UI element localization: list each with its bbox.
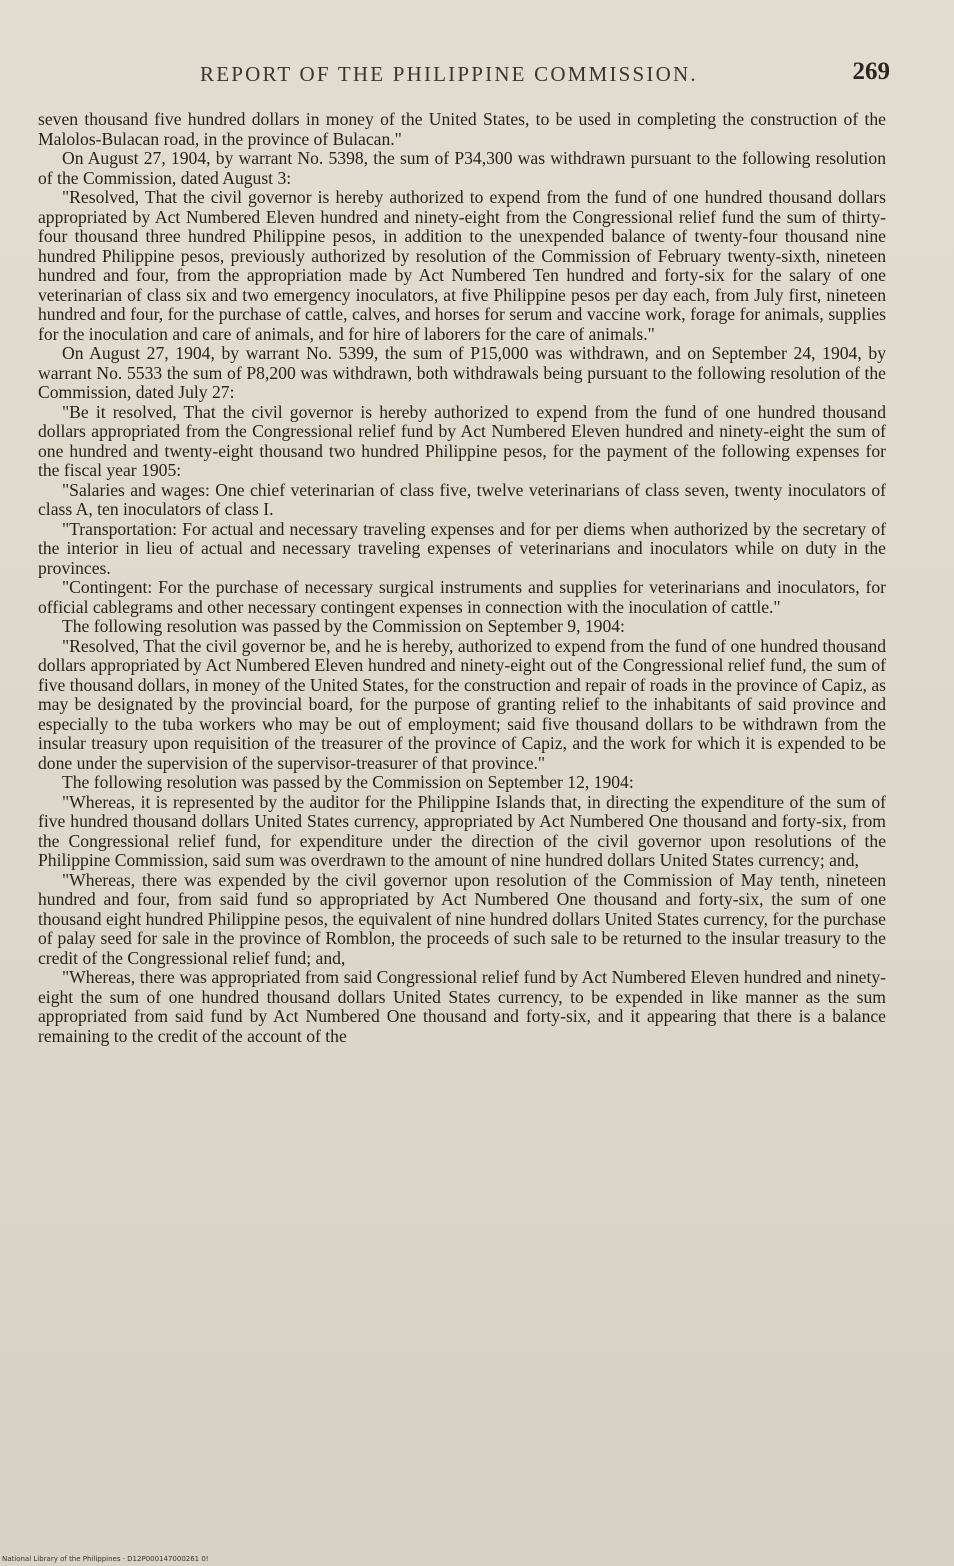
paragraph: "Contingent: For the purchase of necessary surgical instruments and supplies for veterinarians and inoculators, for official cablegrams and other necessary contingent expenses in connection with the inoculation of cattle." (38, 577, 886, 617)
paragraph: On August 27, 1904, by warrant No. 5399, the sum of P15,000 was withdrawn, and on September 24, 1904, by warrant No. 5533 the sum of P8,200 was withdrawn, both withdrawals being pursuant to the following resolution of the Commission, dated July 27: (38, 343, 886, 402)
scan-footer: National Library of the Philippines · D12P000147000261 0! (2, 1555, 209, 1563)
paragraph: "Be it resolved, That the civil governor is hereby authorized to expend from the fund of one hundred thousand dollars appropriated from the Congressional relief fund by Act Numbered Eleven hundred and ninety-eight the sum of one hundred and twenty-eight thousand two hundred Philippine pesos, for the payment of the following expenses for the fiscal year 1905: (38, 401, 886, 480)
running-head: REPORT OF THE PHILIPPINE COMMISSION. (200, 62, 698, 86)
body-text (38, 110, 886, 1046)
paragraph: seven thousand five hundred dollars in money of the United States, to be used in completing the construction of the Malolos-Bulacan road, in the province of Bulacan." (38, 109, 886, 149)
paragraph: "Salaries and wages: One chief veterinarian of class five, twelve veterinarians of class seven, twenty inoculators of class A, ten inoculators of class I. (38, 479, 886, 519)
paragraph: The following resolution was passed by the Commission on September 9, 1904: (62, 616, 625, 636)
paragraph: "Resolved, That the civil governor be, and he is hereby, authorized to expend from the fund of one hundred thousand dollars appropriated by Act Numbered Eleven hundred and ninety-eight out of the Congressional relief fund, the sum of five thousand dollars, in money of the United States, for the construction and repair of roads in the province of Capiz, as may be designated by the provincial board, for the purpose of granting relief to the inhabitants of said province and especially to the tuba workers who may be out of employment; said five thousand dollars to be withdrawn from the insular treasury upon requisition of the treasurer of the province of Capiz, and the work for which it is expended to be done under the supervision of the supervisor-treasurer of that province." (38, 635, 886, 773)
page-header (40, 58, 910, 88)
paragraph: "Whereas, it is represented by the auditor for the Philippine Islands that, in directing the expenditure of the sum of five hundred thousand dollars United States currency, appropriated by Act Numbered One thousand and forty-six, from the Congressional relief fund, for expenditure under the direction of the civil governor upon resolutions of the Philippine Commission, said sum was overdrawn to the amount of nine hundred dollars United States currency; and, (38, 791, 886, 870)
paragraph: "Whereas, there was appropriated from said Congressional relief fund by Act Numbered Eleven hundred and ninety-eight the sum of one hundred thousand dollars United States currency, to be expended in like manner as the sum appropriated from said fund by Act Numbered One thousand and forty-six, and it appearing that there is a balance remaining to the credit of the account of the (38, 967, 886, 1046)
paragraph: "Resolved, That the civil governor is hereby authorized to expend from the fund of one hundred thousand dollars appropriated by Act Numbered Eleven hundred and ninety-eight from the Congressional relief fund the sum of thirty-four thousand three hundred Philippine pesos, in addition to the unexpended balance of twenty-four thousand nine hundred Philippine pesos, previously authorized by resolution of the Commission of February twenty-sixth, nineteen hundred and four, from the appropriation made by Act Numbered Ten hundred and forty-six for the salary of one veterinarian of class six and two emergency inoculators, at five Philippine pesos per day each, from July first, nineteen hundred and four, for the purchase of cattle, calves, and horses for serum and vaccine work, forage for animals, supplies for the inoculation and care of animals, and for hire of laborers for the care of animals." (38, 187, 886, 344)
paragraph: The following resolution was passed by the Commission on September 12, 1904: (62, 772, 634, 792)
paragraph: "Whereas, there was expended by the civil governor upon resolution of the Commission of May tenth, nineteen hundred and four, from said fund so appropriated by Act Numbered One thousand and forty-six, the sum of one thousand eight hundred Philippine pesos, the equivalent of nine hundred dollars United States currency, for the purchase of palay seed for sale in the province of Romblon, the proceeds of such sale to be returned to the insular treasury to the credit of the Congressional relief fund; and, (38, 869, 886, 968)
paragraph: "Transportation: For actual and necessary traveling expenses and for per diems when authorized by the secretary of the interior in lieu of actual and necessary traveling expenses of veterinarians and inoculators while on duty in the provinces. (38, 518, 886, 578)
paragraph: On August 27, 1904, by warrant No. 5398, the sum of P34,300 was withdrawn pursuant to the following resolution of the Commission, dated August 3: (38, 148, 886, 188)
page-number: 269 (852, 58, 890, 85)
